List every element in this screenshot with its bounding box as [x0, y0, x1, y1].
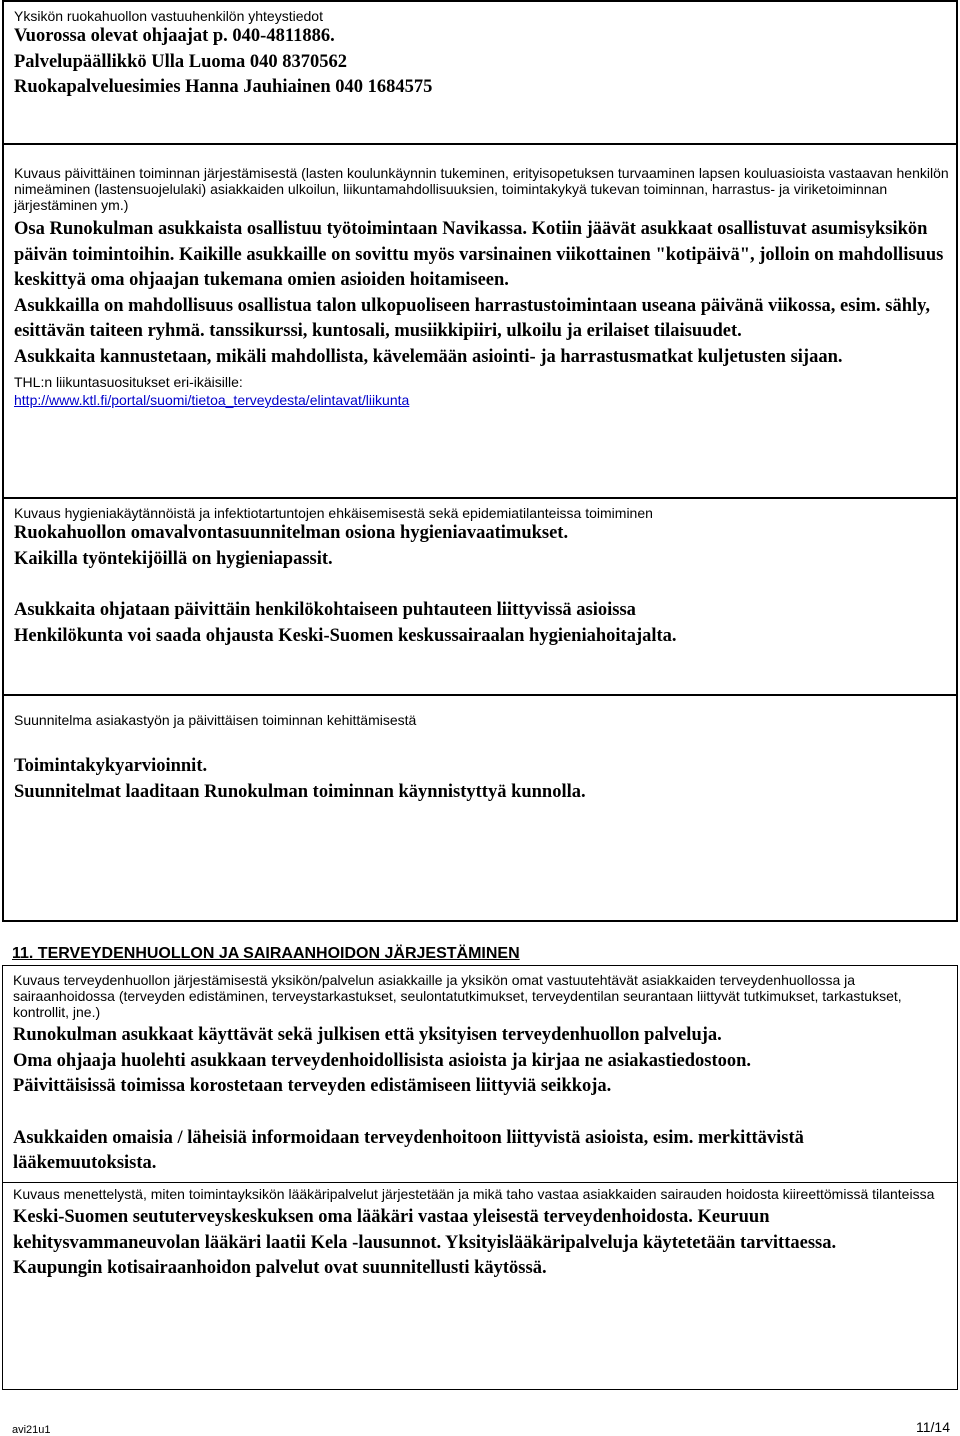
- healthcare-line-1: Runokulman asukkaat käyttävät sekä julkisen että yksityisen terveydenhuollon palveluja.: [13, 1025, 722, 1045]
- development-plan-section: [2, 694, 958, 922]
- healthcare-line-3: Päivittäisissä toimissa korostetaan terveyden edistämiseen liittyviä seikkoja.: [13, 1076, 612, 1096]
- section-heading: 11. TERVEYDENHUOLLON JA SAIRAANHOIDON JÄRJESTÄMINEN: [12, 945, 520, 962]
- doctor-services-label: Kuvaus menettelystä, miten toimintayksikön lääkäripalvelut järjestetään ja mikä taho vastaa asiakkaiden sairauden hoidosta kiireettömissä tilanteissa: [13, 1186, 935, 1202]
- thl-recommendations-link[interactable]: http://www.ktl.fi/portal/suomi/tietoa_terveydesta/elintavat/liikunta: [14, 392, 410, 408]
- hygiene-line-2: Kaikilla työntekijöillä on hygieniapassit.: [14, 548, 333, 569]
- document-code: avi21u1: [12, 1424, 51, 1436]
- hygiene-line-3: Asukkaita ohjataan päivittäin henkilökohtaiseen puhtauteen liittyvissä asioissa: [14, 600, 636, 620]
- food-service-supervisor-line: Ruokapalveluesimies Hanna Jauhiainen 040 1684575: [14, 77, 433, 97]
- hygiene-line-4: Henkilökunta voi saada ohjausta Keski-Suomen keskussairaalan hygieniahoitajalta.: [14, 625, 677, 646]
- food-contact-label: Yksikön ruokahuollon vastuuhenkilön yhteystiedot: [14, 8, 323, 24]
- service-manager-line: Palvelupäällikkö Ulla Luoma 040 8370562: [14, 51, 348, 72]
- development-plan-label: Suunnitelma asiakastyön ja päivittäisen toiminnan kehittämisestä: [14, 712, 417, 728]
- activities-paragraph-2: Asukkailla on mahdollisuus osallistua talon ulkopuoliseen harrastustoimintaan useana päivänä viikossa, esim. sähly, esittävän taiteen ryhmä. tanssikurssi, kuntosali, musiikkipiiri, ulkoilu ja erilaiset tilaisuudet.: [14, 295, 931, 341]
- food-contact-section: [2, 0, 958, 145]
- doctor-services-section: [2, 1182, 958, 1390]
- daily-activities-label: Kuvaus päivittäinen toiminnan järjestämisestä (lasten koulunkäynnin tukeminen, erityisopetuksen turvaaminen lapsen kouluasioista vastaavan henkilön nimeäminen (lastensuojelulaki) asiakkaiden ulkoilun, liikuntamahdollisuuksien, toimintakykyä tukevan toiminnan, harrastus- ja viriketoiminnan järjestäminen ym.): [14, 165, 949, 213]
- development-line-1: Toimintakykyarvioinnit.: [14, 756, 208, 776]
- hygiene-section: [2, 497, 958, 696]
- hygiene-line-1: Ruokahuollon omavalvontasuunnitelman osiona hygieniavaatimukset.: [14, 523, 569, 543]
- activities-paragraph-3: Asukkaita kannustetaan, mikäli mahdollista, kävelemään asiointi- ja harrastusmatkat kuljetusten sijaan.: [14, 346, 843, 367]
- on-duty-line: Vuorossa olevat ohjaajat p. 040-4811886.: [14, 26, 335, 46]
- daily-activities-section: [2, 143, 958, 499]
- development-line-2: Suunnitelmat laaditaan Runokulman toiminnan käynnistyttyä kunnolla.: [14, 781, 586, 802]
- healthcare-paragraph-2: Asukkaiden omaisia / läheisiä informoidaan terveydenhoitoon liittyvistä asioista, esim. merkittävistä lääkemuutoksista.: [13, 1127, 804, 1173]
- thl-recommendations-label: THL:n liikuntasuositukset eri-ikäisille:: [14, 374, 243, 390]
- healthcare-section: [2, 965, 958, 1183]
- doctor-services-paragraph-1: Keski-Suomen seututerveyskeskuksen oma lääkäri vastaa yleisestä terveydenhoidosta. Keuruun kehitysvammaneuvolan lääkäri laatii Kela -lausunnot. Yksityislääkäripalveluja käytetetään tarvittaessa.: [13, 1207, 837, 1253]
- healthcare-line-2: Oma ohjaaja huolehti asukkaan terveydenhoidollisista asioista ja kirjaa ne asiakastiedostoon.: [13, 1050, 752, 1071]
- hygiene-label: Kuvaus hygieniakäytännöistä ja infektiotartuntojen ehkäisemisestä sekä epidemiatilanteissa toimiminen: [14, 505, 653, 521]
- doctor-services-paragraph-2: Kaupungin kotisairaanhoidon palvelut ovat suunnitellusti käytössä.: [13, 1258, 547, 1278]
- page-number: 11/14: [916, 1419, 950, 1435]
- activities-paragraph-1: Osa Runokulman asukkaista osallistuu työtoimintaan Navikassa. Kotiin jäävät asukkaat osallistuvat asumisyksikön päivän toimintoihin. Kaikille asukkaille on sovittu myös varsinainen viikottainen "kotipäivä", jolloin on mahdollisuus keskittyä oma ohjaajan tukemana omien asioiden hoitamiseen.: [14, 219, 944, 290]
- healthcare-label: Kuvaus terveydenhuollon järjestämisestä yksikön/palvelun asiakkaille ja yksikön omat vastuutehtävät asiakkaiden terveydenhuollossa ja sairaanhoidossa (terveyden edistäminen, terveystarkastukset, seulontatutkimukset, terveydentilan seurantaan liittyvät tutkimukset, tarkastukset, kontrollit, jne.): [13, 972, 902, 1020]
